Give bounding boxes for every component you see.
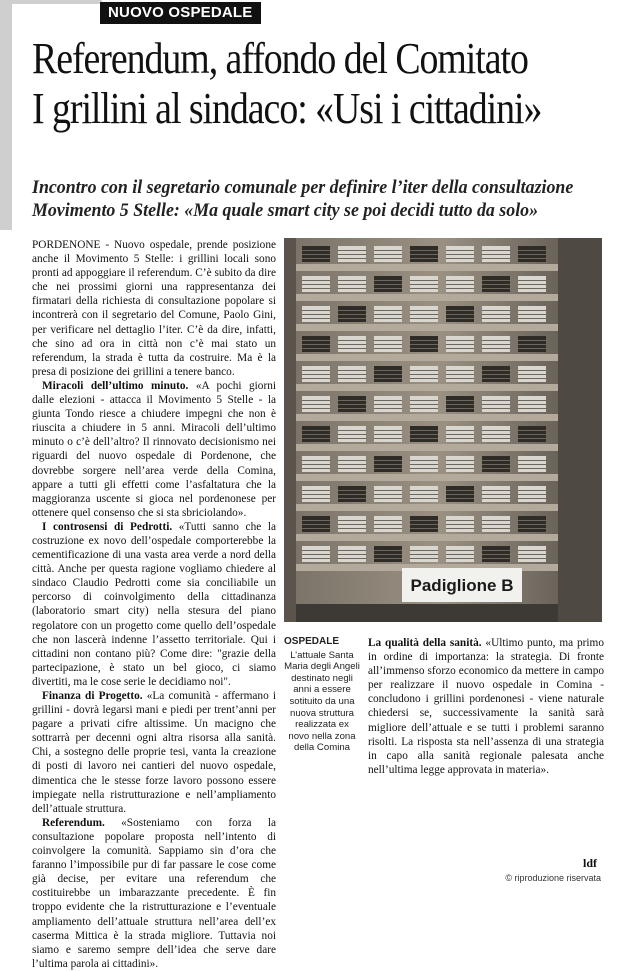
- caption-text: L’attuale Santa Maria degli Angeli destinato negli anni a essere sotituito da una nuova struttura realizzata ex novo nella zona della Comina: [284, 649, 360, 754]
- paragraph-text: «Ultimo punto, ma primo in ordine di importanza: la strategia. Di fronte all’immenso sforzo economico da mettere in campo per realizzare il nuovo ospedale in Comina - concludono i grillini pordenonesi - viene naturale chiedersi se, successivamente la sanità sarà migliore dell’attuale e se tutti i problemi saranno risolti. La risposta sta nell’assenza di una strategia in capo alla sanità regionale palesata anche nell’ultima legge approvata in materia».: [368, 637, 604, 776]
- subheadline: [32, 176, 587, 222]
- headline-line-1: Referendum, affondo del Comitato: [32, 34, 528, 83]
- left-accent-bar: [0, 0, 12, 230]
- copyright-notice: © riproduzione riservata: [505, 873, 601, 883]
- photo-caption: [284, 636, 360, 754]
- caption-title: OSPEDALE: [284, 636, 340, 647]
- author-signature: ldf: [582, 856, 597, 870]
- paragraph-heading: Finanza di Progetto.: [42, 690, 143, 702]
- hospital-building-illustration: [284, 238, 602, 622]
- paragraph-text: «Sosteniamo con forza la consultazione popolare proposta nell’intento di coinvolgere la comunità. Sappiamo sin d’ora che faranno l’impossibile pur di far passare le cose come già decise, per evitare una referendum che costituirebbe un imbarazzante precedente. È fin troppo evidente che la ristrutturazione e l’eventuale ampliamento dell’attuale struttura nell’area dell’ex caserma Mittica è la strada migliore. Tuttavia noi siamo e saremo sempre dell’idea che serve dare l’ultima parola ai cittadini».: [32, 816, 276, 970]
- pavilion-sign: Padiglione B: [410, 576, 514, 595]
- article-column-left: [32, 238, 276, 971]
- headline: [32, 34, 542, 134]
- paragraph-heading: Miracoli dell’ultimo minuto.: [42, 379, 189, 392]
- paragraph-text: «Tutti sanno che la costruzione ex novo dell’ospedale comporterebbe la cementificazione di una vasta area verde a nord della città. Anche per questa ragione vogliamo chiedere al sindaco Claudio Pedrotti come sia conciliabile un percorso di coinvolgimento della cittadinanza (laboratorio smart city) nella stesura del piano regolatore con un progetto come quello dell’ospedale che non lascerà indenne l’assetto territoriale. Qui i cittadini non contano più? Come dire: "grazie della partecipazione, è stato un bel gioco, ci siamo divertiti, ma le cose serie le decidiamo noi".: [32, 520, 276, 688]
- article-paragraph: [32, 520, 276, 689]
- paragraph-text: «La comunità - affermano i grillini - dovrà legarsi mani e piedi per trent’anni per pagare a privati cifre altissime. Un macigno che sottrarrà per decenni ogni altra risorsa alla sanità. Chi, a sostegno delle proprie tesi, vanta la creazione di posti di lavoro nei cantieri del nuovo ospedale, dimentica che le stesse forze lavoro possono essere impiegate nella ristrutturazione e nell’ampliamento dell’attuale struttura.: [32, 690, 276, 815]
- subhead-line-1: Incontro con il segretario comunale per definire l’iter della consultazione: [32, 177, 574, 198]
- hospital-building-photo: [284, 238, 602, 622]
- paragraph-heading: Referendum.: [42, 816, 105, 829]
- paragraph-heading: La qualità della sanità.: [368, 637, 482, 649]
- paragraph-text: «A pochi giorni dalle elezioni - attacca il Movimento 5 Stelle - la giunta Tondo riesce a chiudere impegni che non è riuscita a chiudere in 5 anni. Miracoli dell’ultimo minuto o c’è dell’altro? Il rinnovato decisionismo nei riguardi del nuovo ospedale di Pordenone, che dovrebbe sorgere nell’area verde della Comina, appare a tutti gli effetti come l’asfaltatura che la maggioranza uscente si gioca nel pordenonese per ottenere quel consenso che si sta sbriciolando».: [32, 379, 276, 519]
- section-tag: NUOVO OSPEDALE: [100, 2, 261, 24]
- top-accent-line: [12, 0, 102, 4]
- article-paragraph: [32, 379, 276, 520]
- headline-line-2: I grillini al sindaco: «Usi i cittadini»: [32, 84, 542, 133]
- article-paragraph: [368, 636, 604, 777]
- paragraph-heading: I controsensi di Pedrotti.: [42, 520, 173, 533]
- article-column-right: [368, 636, 604, 777]
- article-paragraph: [32, 689, 276, 816]
- subhead-line-2: Movimento 5 Stelle: «Ma quale smart city se poi decidi tutto da solo»: [32, 200, 539, 221]
- article-intro: PORDENONE - Nuovo ospedale, prende posizione anche il Movimento 5 Stelle: i grillini locali sono pronti ad appoggiare il referendum. C’è subito da dire che nei prossimi giorni una rappresentanza dei firmatari della richiesta di consultazione popolare si incontrerà con il segretario del Comune, Paolo Gini, per verificare nel dettaglio l’iter. C’è da dire, infatti, che sino ad ora in città non c’è mai stato un referendum, la strada è tutta da costruire. Ma è la presa di posizione dei grillini a tenere banco.: [32, 239, 276, 378]
- article-paragraph: [32, 816, 276, 971]
